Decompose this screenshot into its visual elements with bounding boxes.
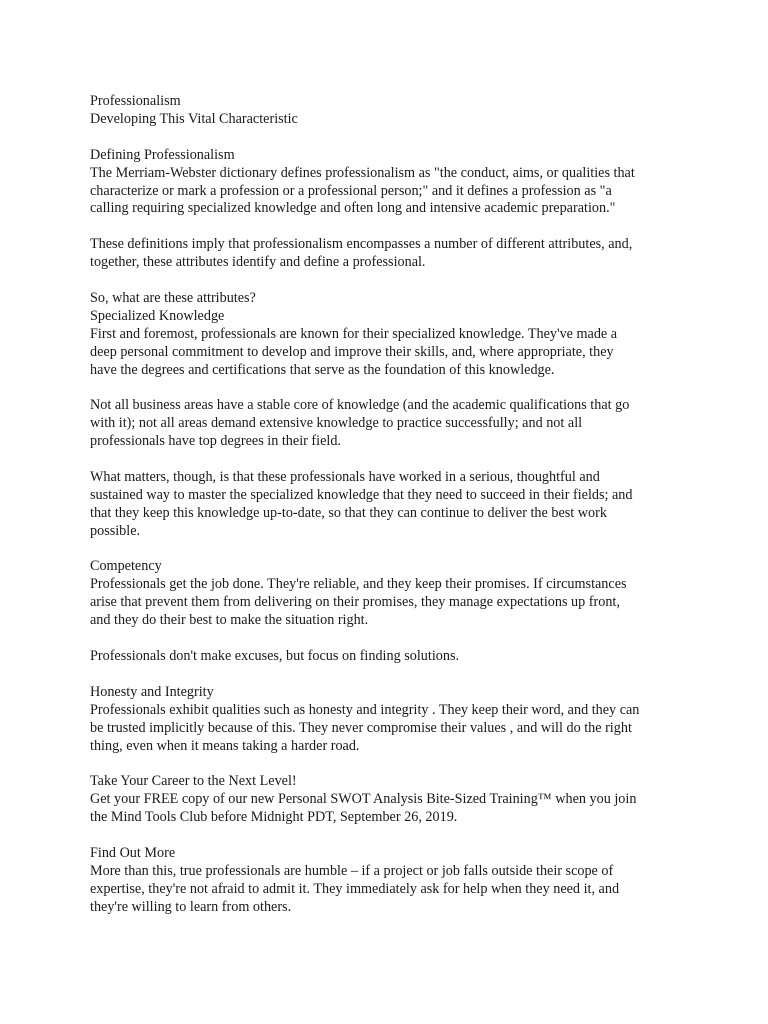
document-subtitle: Developing This Vital Characteristic <box>90 110 298 127</box>
paragraph-block <box>90 469 700 541</box>
text-line: deep personal commitment to develop and improve their skills, and, where appropriate, they <box>90 343 614 360</box>
text-line: arise that prevent them from delivering on their promises, they manage expectations up front, <box>90 594 620 611</box>
text-line: The Merriam-Webster dictionary defines professionalism as "the conduct, aims, or qualities that <box>90 164 635 181</box>
text-line: More than this, true professionals are humble – if a project or job falls outside their scope of <box>90 862 614 879</box>
text-line: professionals have top degrees in their field. <box>90 433 341 450</box>
text-line: What matters, though, is that these professionals have worked in a serious, thoughtful and <box>90 468 600 485</box>
document-sections <box>90 147 700 917</box>
text-line: Take Your Career to the Next Level! <box>90 773 297 790</box>
text-line: have the degrees and certifications that serve as the foundation of this knowledge. <box>90 361 555 378</box>
text-line: calling requiring specialized knowledge and often long and intensive academic preparation." <box>90 200 616 217</box>
text-line: Get your FREE copy of our new Personal SWOT Analysis Bite-Sized Training™ when you join <box>90 791 637 808</box>
text-line: expertise, they're not afraid to admit it. They immediately ask for help when they need it, and <box>90 880 620 897</box>
document-header <box>90 93 700 129</box>
text-line: Honesty and Integrity <box>90 683 214 700</box>
text-line: thing, even when it means taking a harder road. <box>90 737 360 754</box>
text-line: sustained way to master the specialized knowledge that they need to succeed in their fields; and <box>90 486 633 503</box>
text-line: Professionals don't make excuses, but focus on finding solutions. <box>90 647 460 664</box>
document-title: Professionalism <box>90 93 181 109</box>
text-line: Professionals get the job done. They're reliable, and they keep their promises. If circumstances <box>90 576 627 593</box>
text-line: So, what are these attributes? <box>90 289 256 306</box>
paragraph-block <box>90 397 700 451</box>
paragraph-block <box>90 147 700 219</box>
paragraph-block <box>90 558 700 630</box>
text-line: that they keep this knowledge up-to-date, so that they can continue to deliver the best work <box>90 504 607 521</box>
text-line: These definitions imply that professionalism encompasses a number of different attributes, and, <box>90 236 633 253</box>
text-line: Find Out More <box>90 844 176 861</box>
paragraph-block <box>90 236 700 272</box>
text-line: they're willing to learn from others. <box>90 898 292 915</box>
text-line: with it); not all areas demand extensive knowledge to practice successfully; and not all <box>90 415 583 432</box>
document-body <box>90 93 700 934</box>
text-line: together, these attributes identify and define a professional. <box>90 254 426 271</box>
paragraph-block <box>90 290 700 380</box>
text-line: be trusted implicitly because of this. They never compromise their values , and will do the right <box>90 719 632 736</box>
text-line: Not all business areas have a stable core of knowledge (and the academic qualifications that go <box>90 397 630 414</box>
paragraph-block <box>90 845 700 917</box>
paragraph-block <box>90 684 700 756</box>
text-line: and they do their best to make the situation right. <box>90 612 369 629</box>
text-line: Competency <box>90 558 162 575</box>
text-line: First and foremost, professionals are known for their specialized knowledge. They've made a <box>90 325 618 342</box>
text-line: Professionals exhibit qualities such as honesty and integrity . They keep their word, and they can <box>90 701 640 718</box>
text-line: Defining Professionalism <box>90 146 235 163</box>
paragraph-block <box>90 773 700 827</box>
text-line: possible. <box>90 522 141 539</box>
paragraph-block <box>90 648 700 666</box>
text-line: the Mind Tools Club before Midnight PDT, September 26, 2019. <box>90 809 458 826</box>
text-line: Specialized Knowledge <box>90 307 225 324</box>
text-line: characterize or mark a profession or a professional person;" and it defines a profession as "a <box>90 182 612 199</box>
